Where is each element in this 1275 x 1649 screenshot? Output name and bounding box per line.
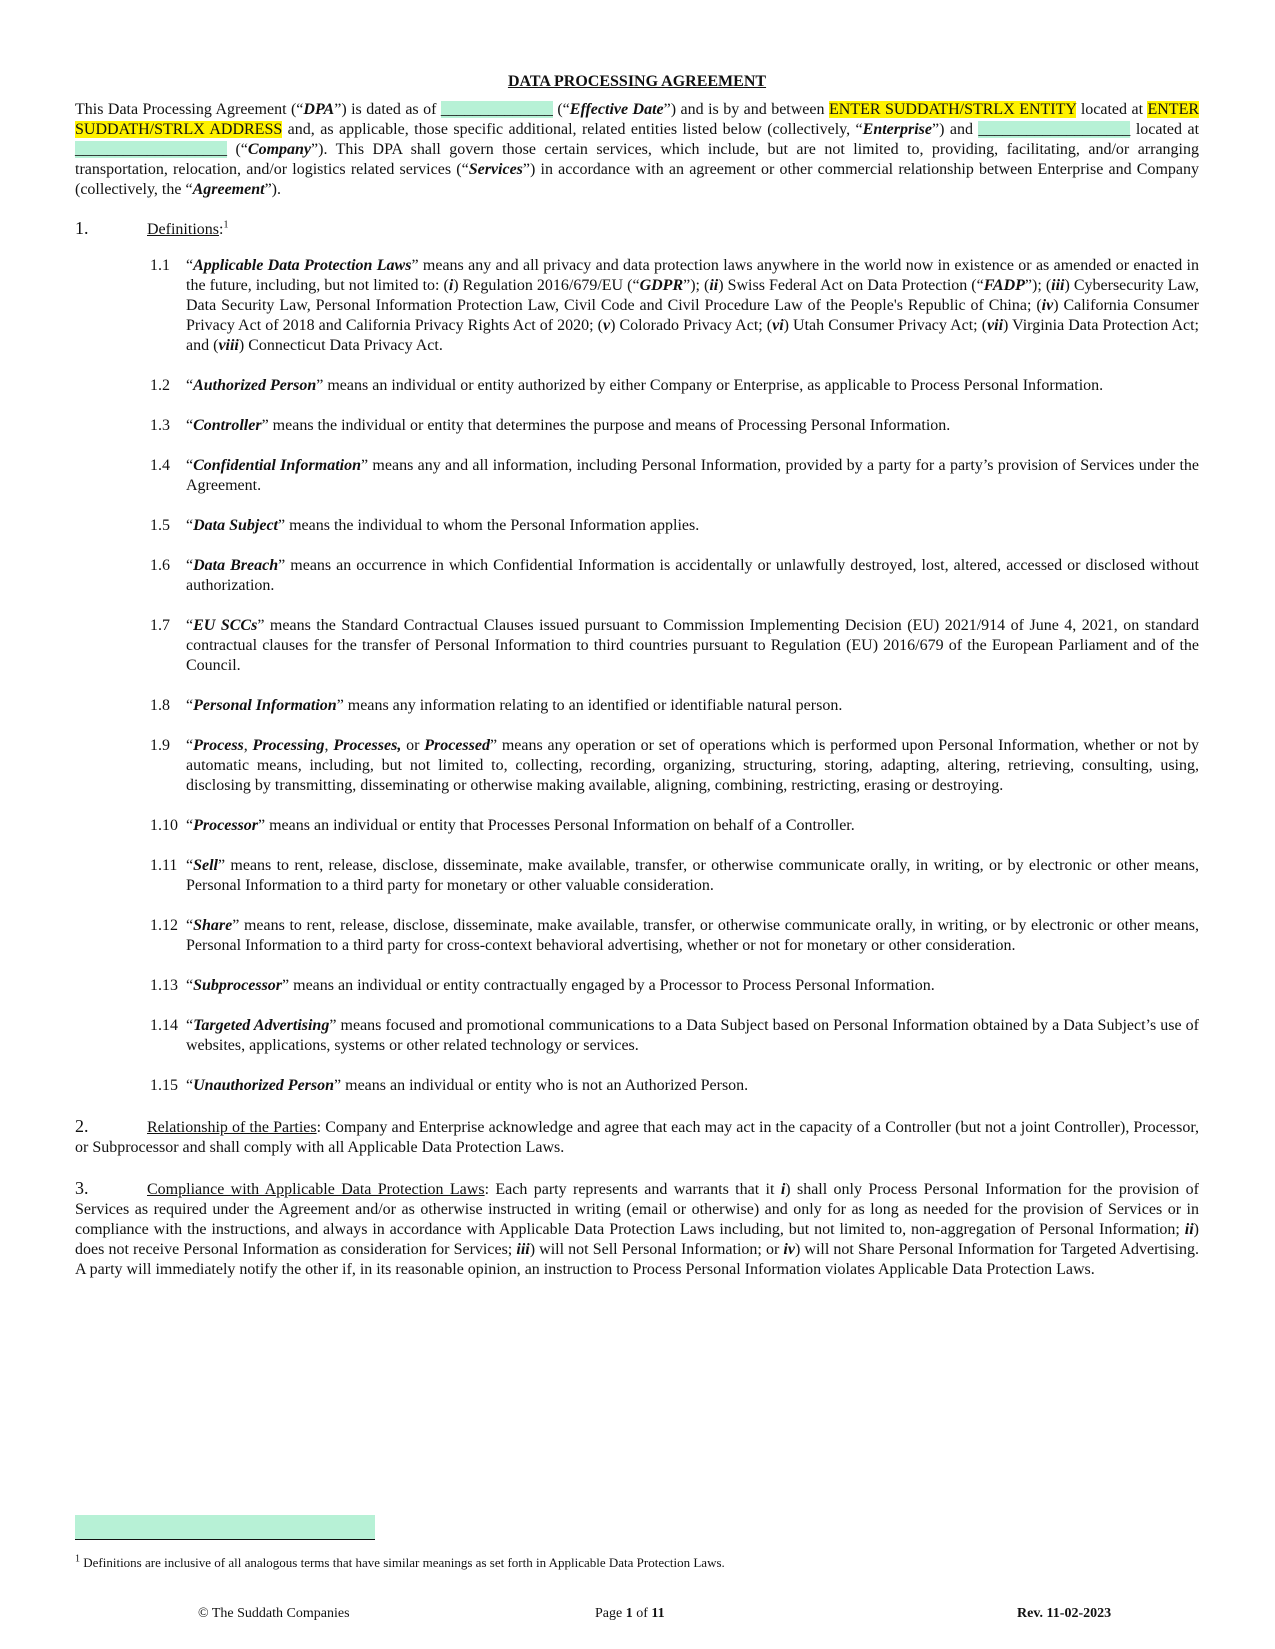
item-number: 1.13 <box>150 977 178 994</box>
item-text: “Subprocessor” means an individual or entity contractually engaged by a Processor to Process Personal Information. <box>186 977 935 994</box>
item-number: 1.4 <box>150 457 170 474</box>
item-text: “Share” means to rent, release, disclose, disseminate, make available, transfer, or otherwise communicate orally, in writing, or by electronic or other means, Personal Information to a third party for cross-context behavioral advertising, whether or not for monetary or other consideration. <box>186 917 1199 954</box>
definition-item <box>150 456 1199 496</box>
footer-copyright: © The Suddath Companies <box>198 1606 350 1621</box>
item-text: “Processor” means an individual or entity that Processes Personal Information on behalf of a Controller. <box>186 817 855 834</box>
item-number: 1.14 <box>150 1017 178 1034</box>
definition-item <box>150 696 1199 716</box>
item-number: 1.7 <box>150 617 170 634</box>
item-number: 1.5 <box>150 517 170 534</box>
item-text: “Confidential Information” means any and all information, including Personal Information, provided by a party for a party’s provision of Services under the Agreement. <box>186 457 1200 494</box>
footnote-number: 1 <box>75 1553 80 1565</box>
item-text: “Sell” means to rent, release, disclose, disseminate, make available, transfer, or otherwise communicate orally, in writing, or by electronic or other means, Personal Information to a third party for monetary or other valuable consideration. <box>186 857 1199 894</box>
definition-item <box>150 976 1199 996</box>
item-number: 1.2 <box>150 377 170 394</box>
item-number: 1.15 <box>150 1077 178 1094</box>
item-text: “Process, Processing, Processes, or Processed” means any operation or set of operations which is performed upon Personal Information, whether or not by automatic means, including, but not limited to, collecting, recording, organizing, structuring, storing, adapting, altering, retrieving, consulting, using, disclosing by transmitting, disseminating or otherwise making available, aligning, combining, restricting, erasing or destroying. <box>186 737 1200 794</box>
footnote-text: Definitions are inclusive of all analogous terms that have similar meanings as set forth in Applicable Data Protection Laws. <box>80 1555 725 1570</box>
definition-item <box>150 416 1199 436</box>
definition-item <box>150 556 1199 596</box>
footnote <box>75 1555 1199 1571</box>
definitions-list <box>150 256 1199 1096</box>
item-text: “Data Subject” means the individual to whom the Personal Information applies. <box>186 517 700 534</box>
item-text: “EU SCCs” means the Standard Contractual Clauses issued pursuant to Commission Implementing Decision (EU) 2021/914 of June 4, 2021, on standard contractual clauses for the transfer of Personal Information to third countries pursuant to Regulation (EU) 2016/679 of the European Parliament and of the Council. <box>186 617 1199 674</box>
company-address-field[interactable]: ___________________ <box>75 141 227 158</box>
term-agreement: Agreement <box>192 181 265 198</box>
definition-item <box>150 1016 1199 1056</box>
section-3: 3. Compliance with Applicable Data Protection Laws: Each party represents and warrants that it i) shall only Process Personal Information for the provision of Services as required under the Agreement and/or as otherwise instructed in writing (email or otherwise) and only for as long as needed for the provision of Services or in compliance with the instructions, and always in accordance with Applicable Data Protection Laws including, but not limited to, non-aggregation of Personal Information; ii) does not receive Personal Information as consideration for Services; iii) will not Sell Personal Information; or iv) will not Share Personal Information for Targeted Advertising. A party will immediately notify the other if, in its reasonable opinion, an instruction to Process Personal Information violates Applicable Data Protection Laws. <box>75 1178 1200 1278</box>
footer-page-number: Page 1 of 11 <box>595 1606 665 1621</box>
section-1-heading: 1. Definitions:$^1$ <box>75 218 229 238</box>
definition-item <box>150 616 1199 676</box>
section-title: Definitions <box>147 221 219 238</box>
footnote-ref[interactable]: 1 <box>223 219 229 231</box>
term-effective-date: Effective Date <box>569 101 664 118</box>
item-number: 1.8 <box>150 697 170 714</box>
term-dpa: DPA <box>303 101 335 118</box>
section-number: 2. <box>75 1116 89 1136</box>
company-name-field[interactable]: ___________________ <box>978 121 1131 138</box>
address-placeholder[interactable]: ENTER SUDDATH/STRLX ADDRESS <box>75 101 1200 138</box>
entity-placeholder[interactable]: ENTER SUDDATH/STRLX ENTITY <box>828 101 1077 118</box>
effective-date-field[interactable]: ______________ <box>440 101 553 118</box>
item-number: 1.1 <box>150 257 170 274</box>
document-body <box>75 72 1199 1300</box>
term-company: Company <box>247 141 312 158</box>
item-text: “Applicable Data Protection Laws” means any and all privacy and data protection laws anywhere in the world now in existence or as amended or enacted in the future, including, but not limited to: (i) Regulation 2016/679/EU (“GDPR”); (ii) Swiss Federal Act on Data Protection (“FADP”); (iii) Cybersecurity Law, Data Security Law, Personal Information Protection Law, Civil Code and Civil Procedure Law of the People's Republic of China; (iv) California Consumer Privacy Act of 2018 and California Privacy Rights Act of 2020; (v) Colorado Privacy Act; (vi) Utah Consumer Privacy Act; (vii) Virginia Data Protection Act; and (viii) Connecticut Data Privacy Act. <box>186 257 1200 354</box>
item-text: “Personal Information” means any information relating to an identified or identifiable natural person. <box>186 697 843 714</box>
definition-item <box>150 376 1199 396</box>
item-text: “Data Breach” means an occurrence in which Confidential Information is accidentally or unlawfully destroyed, lost, altered, accessed or disclosed without authorization. <box>186 557 1200 594</box>
term-enterprise: Enterprise <box>862 121 932 138</box>
intro-paragraph: This Data Processing Agreement (“DPA”) is dated as of ______________ (“Effective Date”) and is by and between ENTER SUDDATH/STRLX ENTITY located at ENTER SUDDATH/STRLX ADDRESS and, as applicable, those specific additional, related entities listed below (collectively, “Enterprise”) and ___________________ located at ___________________ (“Company”). This DPA shall govern those certain services, which include, but are not limited to, providing, facilitating, and/or arranging transportation, relocation, and/or logistics related services (“Services”) in accordance with an agreement or other commercial relationship between Enterprise and Company (collectively, the “Agreement”). <box>75 101 1200 198</box>
document-title: DATA PROCESSING AGREEMENT <box>507 73 767 90</box>
item-number: 1.11 <box>150 857 178 874</box>
definition-item <box>150 256 1199 356</box>
item-text: “Authorized Person” means an individual or entity authorized by either Company or Enterprise, as applicable to Process Personal Information. <box>186 377 1104 394</box>
item-number: 1.9 <box>150 737 170 754</box>
definition-item <box>150 736 1199 796</box>
section-title: Compliance with Applicable Data Protection Laws <box>147 1181 485 1198</box>
item-text: “Targeted Advertising” means focused and promotional communications to a Data Subject based on Personal Information obtained by a Data Subject’s use of websites, applications, systems or other related technology or services. <box>186 1017 1200 1054</box>
definition-item <box>150 816 1199 836</box>
definition-item <box>150 916 1199 956</box>
section-2: 2. Relationship of the Parties: Company and Enterprise acknowledge and agree that each may act in the capacity of a Controller (but not a joint Controller), Processor, or Subprocessor and shall comply with all Applicable Data Protection Laws. <box>75 1116 1199 1156</box>
section-number: 1. <box>75 218 89 238</box>
definition-item <box>150 856 1199 896</box>
page-footer <box>0 1604 1275 1624</box>
definition-item <box>150 516 1199 536</box>
section-title: Relationship of the Parties <box>147 1119 317 1136</box>
footer-revision: Rev. 11-02-2023 <box>1017 1606 1112 1621</box>
item-number: 1.6 <box>150 557 170 574</box>
term-services: Services <box>468 161 523 178</box>
item-text: “Controller” means the individual or entity that determines the purpose and means of Processing Personal Information. <box>186 417 951 434</box>
item-text: “Unauthorized Person” means an individual or entity who is not an Authorized Person. <box>186 1077 749 1094</box>
footnote-separator <box>75 1515 375 1540</box>
definition-item <box>150 1076 1199 1096</box>
item-number: 1.3 <box>150 417 170 434</box>
item-number: 1.10 <box>150 817 178 834</box>
section-number: 3. <box>75 1178 89 1198</box>
item-number: 1.12 <box>150 917 178 934</box>
